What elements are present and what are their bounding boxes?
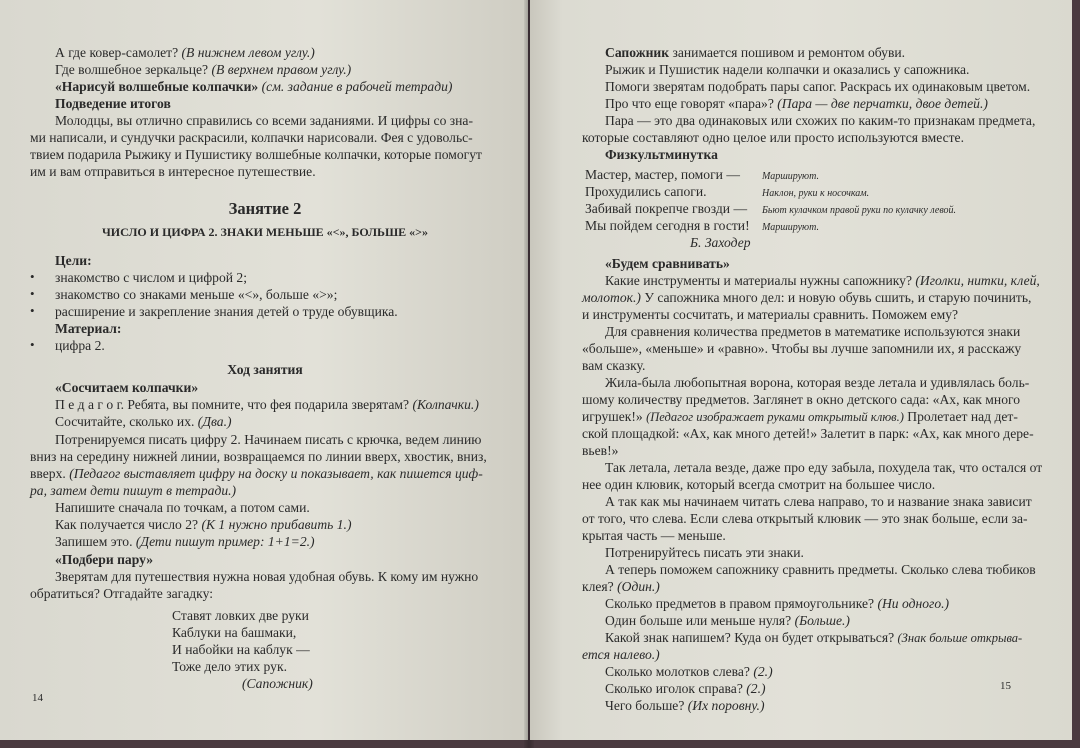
paragraph-line: Сколько молотков слева? (2.) bbox=[605, 664, 773, 679]
paragraph-line: Жила-была любопытная ворона, которая везде летала и удивлялась боль- bbox=[605, 375, 1030, 390]
text-line: Как получается число 2? (К 1 нужно прибавить 1.) bbox=[55, 517, 352, 532]
paragraph-line: ской площадкой: «Ах, как много детей!» Залетит в парк: «Ах, как много дере- bbox=[582, 426, 1034, 441]
paragraph-line: вьев!» bbox=[582, 443, 619, 458]
poem-line: Забивай покрепче гвозди — bbox=[585, 201, 748, 216]
section-title: «Подбери пару» bbox=[55, 552, 154, 567]
paragraph-line: А так как мы начинаем читать слева направо, то и название знака зависит bbox=[605, 494, 1032, 509]
right-page bbox=[530, 0, 1072, 740]
paragraph-line: Потренируемся писать цифру 2. Начинаем писать с крючка, ведем линию bbox=[55, 432, 482, 447]
poem-author: Б. Заходер bbox=[690, 235, 751, 250]
section-title: Физкультминутка bbox=[605, 147, 718, 162]
left-page bbox=[0, 0, 528, 740]
paragraph-line: ра, затем дети пишут в тетради.) bbox=[30, 483, 237, 498]
riddle-line: Ставят ловких две руки bbox=[172, 608, 309, 623]
text-line: П е д а г о г. Ребята, вы помните, что фея подарила зверятам? (Колпачки.) bbox=[55, 397, 479, 412]
paragraph-line: твием подарила Рыжику и Пушистику волшебные колпачки, которые помогут bbox=[30, 147, 482, 162]
paragraph-line: вам сказку. bbox=[582, 358, 646, 373]
course-title: Ход занятия bbox=[227, 362, 303, 377]
paragraph-line: клея? (Один.) bbox=[582, 579, 660, 594]
goal-item: знакомство со знаками меньше «<», больше «>»; bbox=[55, 287, 338, 302]
text-line: Запишем это. (Дети пишут пример: 1+1=2.) bbox=[55, 534, 315, 549]
paragraph-line: молоток.) У сапожника много дел: и новую обувь сшить, и старую починить, bbox=[582, 290, 1032, 305]
paragraph-line: вверх. (Педагог выставляет цифру на доску и показывает, как пишется циф- bbox=[30, 466, 483, 481]
poem-line: Мы пойдем сегодня в гости! bbox=[585, 218, 750, 233]
paragraph-line: Молодцы, вы отлично справились со всеми заданиями. И цифры со зна- bbox=[55, 113, 473, 128]
paragraph-line: Так летала, летала везде, даже про еду забыла, похудела так, что остался от bbox=[605, 460, 1043, 475]
paragraph-line: Чего больше? (Их поровну.) bbox=[605, 698, 765, 713]
paragraph-line: которые составляют одно целое или просто используются вместе. bbox=[582, 130, 964, 145]
paragraph-line: вниз на середину нижней линии, возвращаемся по линии вверх, хвостик, вниз, bbox=[30, 449, 487, 464]
paragraph-line: Один больше или меньше нуля? (Больше.) bbox=[605, 613, 850, 628]
paragraph-line: А теперь поможем сапожнику сравнить предметы. Сколько слева тюбиков bbox=[605, 562, 1036, 577]
bullet-icon: • bbox=[30, 337, 35, 352]
paragraph-line: Для сравнения количества предметов в математике используются знаки bbox=[605, 324, 1021, 339]
paragraph-line: ется налево.) bbox=[582, 647, 660, 662]
riddle-line: И набойки на каблук — bbox=[172, 642, 310, 657]
section-title: «Будем сравнивать» bbox=[605, 256, 730, 271]
paragraph-line: обратиться? Отгадайте загадку: bbox=[30, 586, 213, 601]
riddle-line: Каблуки на башмаки, bbox=[172, 625, 297, 640]
poem-action: Наклон, руки к носочкам. bbox=[762, 188, 870, 199]
poem-line: Прохудились сапоги. bbox=[585, 184, 707, 199]
lesson-subtitle: ЧИСЛО И ЦИФРА 2. ЗНАКИ МЕНЬШЕ «<», БОЛЬШЕ «>» bbox=[101, 225, 429, 239]
text-line: Помоги зверятам подобрать пары сапог. Раскрась их одинаковым цветом. bbox=[605, 79, 1031, 94]
paragraph-line: Какой знак напишем? Куда он будет открываться? (Знак больше открыва- bbox=[605, 630, 1023, 645]
text-line: «Нарисуй волшебные колпачки» (см. задание в рабочей тетради) bbox=[55, 79, 453, 94]
paragraph-line: Зверятам для путешествия нужна новая удобная обувь. К кому им нужно bbox=[55, 569, 479, 584]
goals-label: Цели: bbox=[55, 253, 92, 268]
paragraph-line: Сколько иголок справа? (2.) bbox=[605, 681, 766, 696]
paragraph-line: нее один клювик, который всегда смотрит на большее число. bbox=[582, 477, 936, 492]
text-line: Сосчитайте, сколько их. (Два.) bbox=[55, 414, 232, 429]
bullet-icon: • bbox=[30, 269, 35, 284]
riddle-line: Тоже дело этих рук. bbox=[172, 659, 287, 674]
paragraph-line: шому количеству предметов. Заглянет в окно детского сада: «Ах, как много bbox=[582, 392, 1021, 407]
paragraph-line: Сколько предметов в правом прямоугольнике? (Ни одного.) bbox=[605, 596, 950, 611]
riddle-answer: (Сапожник) bbox=[242, 676, 313, 691]
poem-action: Маршируют. bbox=[762, 222, 819, 233]
paragraph-line: ми написали, и сундучки раскрасили, колпачки нарисовали. Фея с удовольс- bbox=[30, 130, 473, 145]
section-title: «Сосчитаем колпачки» bbox=[55, 380, 199, 395]
page-number: 14 bbox=[32, 692, 43, 704]
paragraph-line: им и вам отправиться в интересное путешествие. bbox=[30, 164, 316, 179]
poem-action: Бьют кулачком правой руки по кулачку левой. bbox=[762, 205, 957, 216]
paragraph-line: игрушек!» (Педагог изображает руками открытый клюв.) Пролетает над дет- bbox=[582, 409, 1018, 424]
goal-item: знакомство с числом и цифрой 2; bbox=[55, 270, 247, 285]
text-line: А где ковер-самолет? (В нижнем левом углу.) bbox=[55, 45, 315, 60]
poem-action: Маршируют. bbox=[762, 171, 819, 182]
paragraph-line: и инструменты сосчитать, и материалы сравнить. Поможем ему? bbox=[582, 307, 959, 322]
bullet-icon: • bbox=[30, 286, 35, 301]
text-line: Где волшебное зеркальце? (В верхнем правом углу.) bbox=[55, 62, 352, 77]
goal-item: расширение и закрепление знания детей о труде обувщика. bbox=[55, 304, 398, 319]
paragraph-line: Пара — это два одинаковых или схожих по каким-то признакам предмета, bbox=[605, 113, 1036, 128]
paragraph-line: «больше», «меньше» и «равно». Чтобы вы лучше запомнили их, я расскажу bbox=[582, 341, 1022, 356]
text-line: Напишите сначала по точкам, а потом сами. bbox=[55, 500, 310, 515]
paragraph-line: Потренируйтесь писать эти знаки. bbox=[605, 545, 804, 560]
paragraph-line: Какие инструменты и материалы нужны сапожнику? (Иголки, нитки, клей, bbox=[605, 273, 1040, 288]
poem-line: Мастер, мастер, помоги — bbox=[585, 167, 740, 182]
bullet-icon: • bbox=[30, 303, 35, 318]
material-label: Материал: bbox=[55, 321, 122, 336]
page-number: 15 bbox=[1000, 680, 1011, 692]
section-heading: Подведение итогов bbox=[55, 96, 171, 111]
text-line: Сапожник занимается пошивом и ремонтом обуви. bbox=[605, 45, 906, 60]
paragraph-line: крытая часть — меньше. bbox=[582, 528, 726, 543]
text-line: Про что еще говорят «пара»? (Пара — две перчатки, двое детей.) bbox=[605, 96, 988, 111]
paragraph-line: от того, что слева. Если слева открытый клювик — это знак больше, если за- bbox=[582, 511, 1028, 526]
lesson-title: Занятие 2 bbox=[228, 199, 302, 218]
text-line: Рыжик и Пушистик надели колпачки и оказались у сапожника. bbox=[605, 62, 970, 77]
material-item: цифра 2. bbox=[55, 338, 105, 353]
